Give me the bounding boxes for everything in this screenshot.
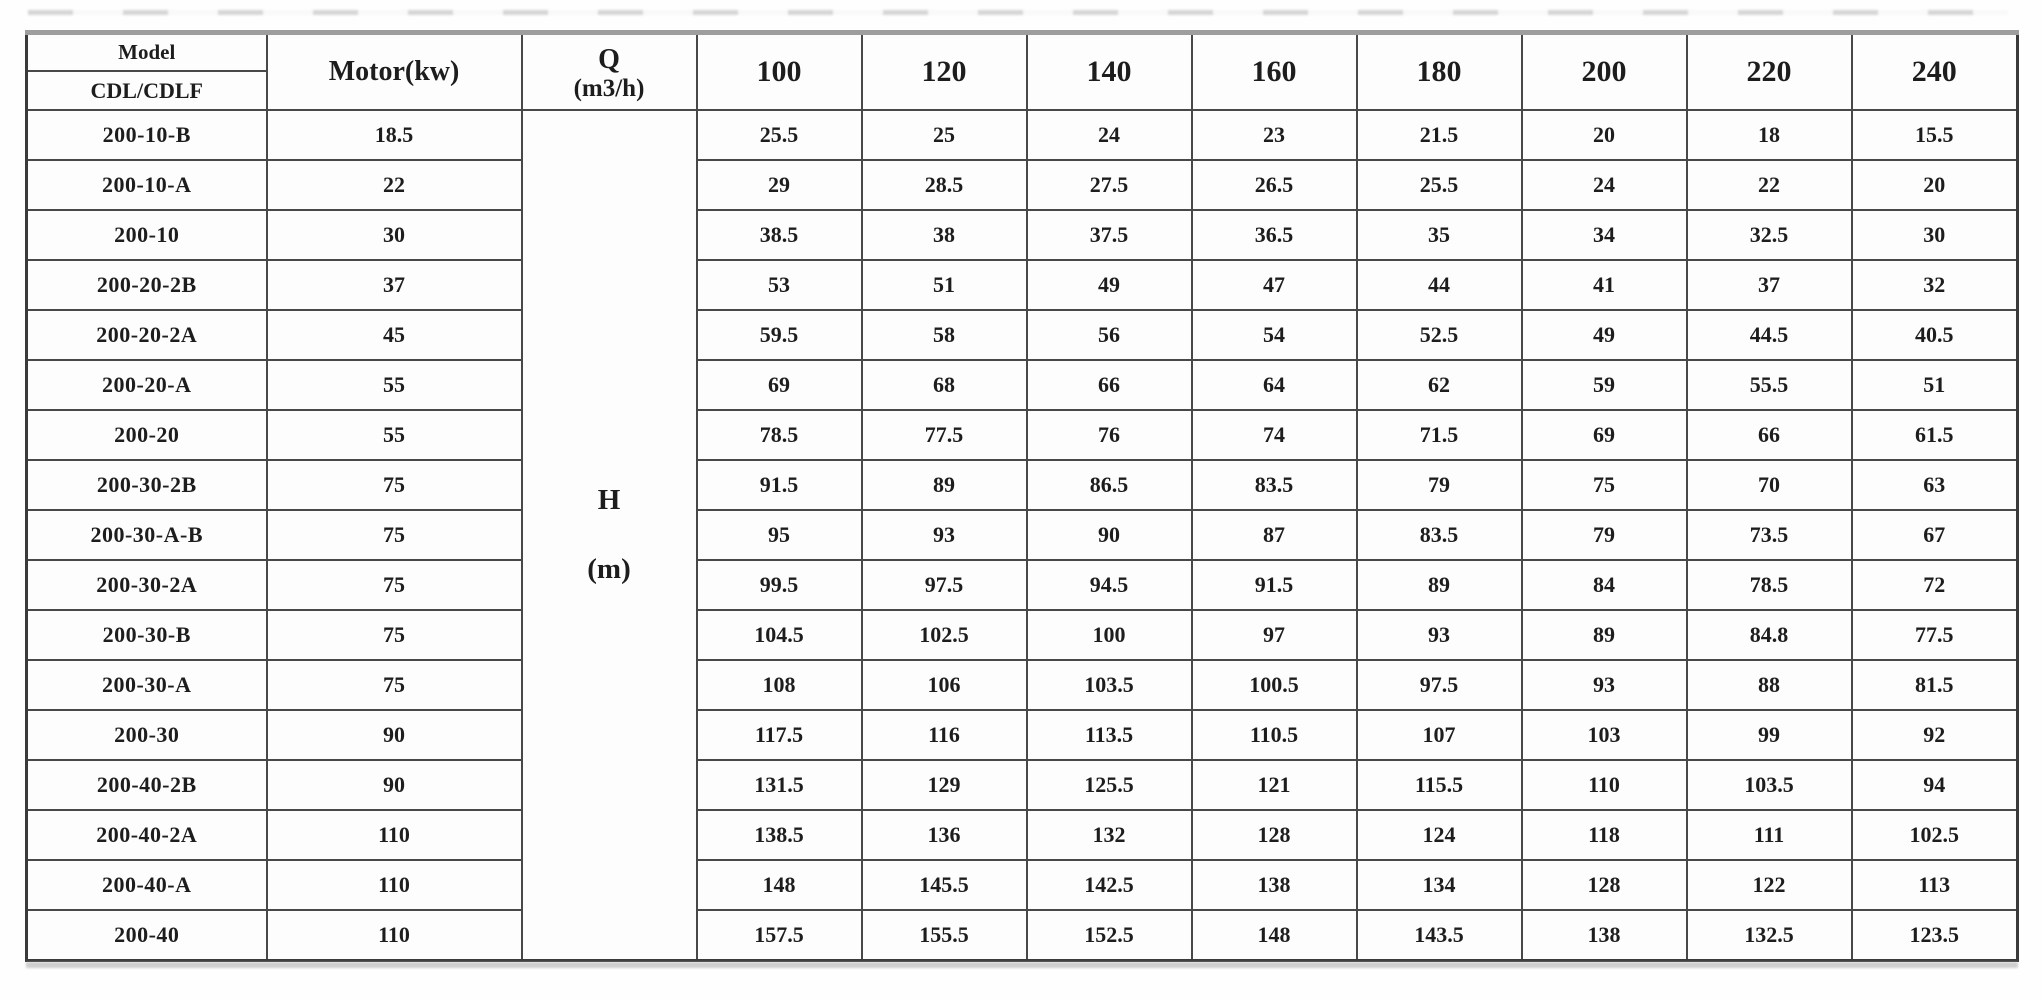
model-cell: 200-20 — [27, 410, 267, 460]
model-header-title: Model — [28, 35, 266, 72]
head-value-cell: 110.5 — [1192, 710, 1357, 760]
head-value-cell: 132.5 — [1687, 910, 1852, 960]
head-value-cell: 52.5 — [1357, 310, 1522, 360]
head-value-cell: 110 — [1522, 760, 1687, 810]
model-cell: 200-10-B — [27, 110, 267, 160]
model-cell: 200-30-2A — [27, 560, 267, 610]
head-value-cell: 132 — [1027, 810, 1192, 860]
head-value-cell: 121 — [1192, 760, 1357, 810]
head-value-cell: 37 — [1687, 260, 1852, 310]
head-value-cell: 15.5 — [1852, 110, 2018, 160]
model-cell: 200-40-2B — [27, 760, 267, 810]
flow-value-header: 240 — [1852, 33, 2018, 111]
head-value-cell: 103.5 — [1687, 760, 1852, 810]
head-value-cell: 21.5 — [1357, 110, 1522, 160]
head-value-cell: 25 — [862, 110, 1027, 160]
flow-value-header: 180 — [1357, 33, 1522, 111]
head-value-cell: 30 — [1852, 210, 2018, 260]
head-value-cell: 129 — [862, 760, 1027, 810]
head-value-cell: 24 — [1027, 110, 1192, 160]
head-value-cell: 37.5 — [1027, 210, 1192, 260]
flow-value-header: 100 — [697, 33, 862, 111]
head-value-cell: 87 — [1192, 510, 1357, 560]
head-value-cell: 111 — [1687, 810, 1852, 860]
head-value-cell: 55.5 — [1687, 360, 1852, 410]
head-value-cell: 103.5 — [1027, 660, 1192, 710]
head-value-cell: 40.5 — [1852, 310, 2018, 360]
head-unit: (m) — [587, 552, 631, 585]
head-value-cell: 63 — [1852, 460, 2018, 510]
head-value-cell: 20 — [1522, 110, 1687, 160]
table-row — [27, 260, 2018, 310]
head-value-cell: 92 — [1852, 710, 2018, 760]
head-value-cell: 53 — [697, 260, 862, 310]
model-cell: 200-20-2A — [27, 310, 267, 360]
head-value-cell: 106 — [862, 660, 1027, 710]
head-value-cell: 102.5 — [862, 610, 1027, 660]
model-cell: 200-30-A — [27, 660, 267, 710]
head-value-cell: 67 — [1852, 510, 2018, 560]
table-row — [27, 760, 2018, 810]
head-value-cell: 97.5 — [862, 560, 1027, 610]
head-value-cell: 90 — [1027, 510, 1192, 560]
head-value-cell: 75 — [1522, 460, 1687, 510]
head-value-cell: 83.5 — [1357, 510, 1522, 560]
head-value-cell: 44.5 — [1687, 310, 1852, 360]
head-value-cell: 78.5 — [1687, 560, 1852, 610]
head-value-cell: 26.5 — [1192, 160, 1357, 210]
motor-power-cell: 110 — [267, 910, 522, 960]
head-value-cell: 148 — [1192, 910, 1357, 960]
head-value-cell: 84.8 — [1687, 610, 1852, 660]
model-cell: 200-10-A — [27, 160, 267, 210]
head-value-cell: 128 — [1192, 810, 1357, 860]
head-value-cell: 59 — [1522, 360, 1687, 410]
table-row — [27, 660, 2018, 710]
head-value-cell: 22 — [1687, 160, 1852, 210]
head-value-cell: 79 — [1522, 510, 1687, 560]
table-row — [27, 610, 2018, 660]
table-row — [27, 160, 2018, 210]
head-value-cell: 73.5 — [1687, 510, 1852, 560]
head-value-cell: 142.5 — [1027, 860, 1192, 910]
head-value-cell: 32.5 — [1687, 210, 1852, 260]
head-value-cell: 59.5 — [697, 310, 862, 360]
head-value-cell: 116 — [862, 710, 1027, 760]
head-value-cell: 95 — [697, 510, 862, 560]
head-value-cell: 104.5 — [697, 610, 862, 660]
motor-power-cell: 55 — [267, 410, 522, 460]
head-value-cell: 49 — [1027, 260, 1192, 310]
head-value-cell: 64 — [1192, 360, 1357, 410]
head-value-cell: 97 — [1192, 610, 1357, 660]
head-value-cell: 94 — [1852, 760, 2018, 810]
head-value-cell: 145.5 — [862, 860, 1027, 910]
head-value-cell: 25.5 — [1357, 160, 1522, 210]
motor-power-cell: 45 — [267, 310, 522, 360]
head-value-cell: 77.5 — [1852, 610, 2018, 660]
table-row — [27, 410, 2018, 460]
head-value-cell: 35 — [1357, 210, 1522, 260]
head-value-cell: 86.5 — [1027, 460, 1192, 510]
head-value-cell: 91.5 — [697, 460, 862, 510]
head-value-cell: 70 — [1687, 460, 1852, 510]
head-value-cell: 44 — [1357, 260, 1522, 310]
head-value-cell: 41 — [1522, 260, 1687, 310]
head-symbol: H — [597, 483, 621, 516]
head-value-cell: 88 — [1687, 660, 1852, 710]
head-value-cell: 113 — [1852, 860, 2018, 910]
model-cell: 200-20-2B — [27, 260, 267, 310]
motor-power-cell: 75 — [267, 510, 522, 560]
motor-power-cell: 75 — [267, 560, 522, 610]
head-value-cell: 91.5 — [1192, 560, 1357, 610]
head-value-cell: 89 — [1357, 560, 1522, 610]
flow-value-header: 160 — [1192, 33, 1357, 111]
head-value-cell: 148 — [697, 860, 862, 910]
head-value-cell: 131.5 — [697, 760, 862, 810]
head-value-cell: 74 — [1192, 410, 1357, 460]
model-cell: 200-40 — [27, 910, 267, 960]
head-value-cell: 136 — [862, 810, 1027, 860]
model-cell: 200-30-A-B — [27, 510, 267, 560]
model-cell: 200-10 — [27, 210, 267, 260]
flow-rate-unit: (m3/h) — [573, 75, 645, 102]
head-value-cell: 54 — [1192, 310, 1357, 360]
head-value-cell: 79 — [1357, 460, 1522, 510]
head-value-cell: 93 — [862, 510, 1027, 560]
motor-column-header: Motor(kw) — [267, 33, 522, 111]
head-value-cell: 100 — [1027, 610, 1192, 660]
head-value-cell: 134 — [1357, 860, 1522, 910]
head-value-cell: 38 — [862, 210, 1027, 260]
flow-rate-column-header — [522, 33, 697, 111]
model-column-header — [27, 33, 267, 111]
flow-value-header: 140 — [1027, 33, 1192, 111]
head-value-cell: 47 — [1192, 260, 1357, 310]
model-header-subtitle: CDL/CDLF — [90, 78, 203, 103]
head-value-cell: 83.5 — [1192, 460, 1357, 510]
head-value-cell: 24 — [1522, 160, 1687, 210]
head-value-cell: 124 — [1357, 810, 1522, 860]
head-value-cell: 84 — [1522, 560, 1687, 610]
head-value-cell: 32 — [1852, 260, 2018, 310]
table-row — [27, 360, 2018, 410]
pump-head-capacity-table — [25, 30, 2019, 962]
head-value-cell: 72 — [1852, 560, 2018, 610]
head-value-cell: 18 — [1687, 110, 1852, 160]
model-cell: 200-30-B — [27, 610, 267, 660]
motor-power-cell: 75 — [267, 460, 522, 510]
table-row — [27, 460, 2018, 510]
head-value-cell: 66 — [1687, 410, 1852, 460]
head-value-cell: 56 — [1027, 310, 1192, 360]
motor-power-cell: 75 — [267, 660, 522, 710]
head-value-cell: 61.5 — [1852, 410, 2018, 460]
head-value-cell: 38.5 — [697, 210, 862, 260]
flow-value-header: 220 — [1687, 33, 1852, 111]
head-value-cell: 58 — [862, 310, 1027, 360]
head-value-cell: 51 — [1852, 360, 2018, 410]
head-value-cell: 157.5 — [697, 910, 862, 960]
head-unit-cell — [522, 110, 697, 960]
motor-power-cell: 18.5 — [267, 110, 522, 160]
head-value-cell: 103 — [1522, 710, 1687, 760]
table-row — [27, 810, 2018, 860]
model-cell: 200-40-2A — [27, 810, 267, 860]
head-value-cell: 69 — [1522, 410, 1687, 460]
head-value-cell: 122 — [1687, 860, 1852, 910]
motor-power-cell: 75 — [267, 610, 522, 660]
head-value-cell: 25.5 — [697, 110, 862, 160]
head-value-cell: 89 — [1522, 610, 1687, 660]
head-value-cell: 71.5 — [1357, 410, 1522, 460]
table-row — [27, 210, 2018, 260]
head-value-cell: 89 — [862, 460, 1027, 510]
head-value-cell: 94.5 — [1027, 560, 1192, 610]
head-value-cell: 118 — [1522, 810, 1687, 860]
head-value-cell: 20 — [1852, 160, 2018, 210]
model-cell: 200-40-A — [27, 860, 267, 910]
head-value-cell: 143.5 — [1357, 910, 1522, 960]
head-value-cell: 78.5 — [697, 410, 862, 460]
head-value-cell: 138 — [1192, 860, 1357, 910]
head-value-cell: 100.5 — [1192, 660, 1357, 710]
head-value-cell: 68 — [862, 360, 1027, 410]
motor-power-cell: 110 — [267, 860, 522, 910]
head-value-cell: 138 — [1522, 910, 1687, 960]
motor-power-cell: 30 — [267, 210, 522, 260]
motor-power-cell: 110 — [267, 810, 522, 860]
head-value-cell: 93 — [1357, 610, 1522, 660]
head-value-cell: 123.5 — [1852, 910, 2018, 960]
head-value-cell: 69 — [697, 360, 862, 410]
head-value-cell: 28.5 — [862, 160, 1027, 210]
table-row — [27, 110, 2018, 160]
motor-power-cell: 22 — [267, 160, 522, 210]
model-cell: 200-20-A — [27, 360, 267, 410]
head-value-cell: 29 — [697, 160, 862, 210]
scan-artifact-bottom — [26, 962, 2018, 968]
head-value-cell: 97.5 — [1357, 660, 1522, 710]
head-value-cell: 76 — [1027, 410, 1192, 460]
head-value-cell: 155.5 — [862, 910, 1027, 960]
table-row — [27, 510, 2018, 560]
motor-power-cell: 37 — [267, 260, 522, 310]
head-value-cell: 51 — [862, 260, 1027, 310]
flow-value-header: 120 — [862, 33, 1027, 111]
head-value-cell: 81.5 — [1852, 660, 2018, 710]
head-value-cell: 66 — [1027, 360, 1192, 410]
model-cell: 200-30 — [27, 710, 267, 760]
head-value-cell: 117.5 — [697, 710, 862, 760]
model-cell: 200-30-2B — [27, 460, 267, 510]
head-value-cell: 27.5 — [1027, 160, 1192, 210]
head-value-cell: 115.5 — [1357, 760, 1522, 810]
head-value-cell: 128 — [1522, 860, 1687, 910]
head-value-cell: 99 — [1687, 710, 1852, 760]
motor-power-cell: 90 — [267, 710, 522, 760]
head-value-cell: 23 — [1192, 110, 1357, 160]
table-row — [27, 310, 2018, 360]
motor-power-cell: 55 — [267, 360, 522, 410]
table-row — [27, 910, 2018, 960]
head-value-cell: 34 — [1522, 210, 1687, 260]
head-value-cell: 99.5 — [697, 560, 862, 610]
flow-value-header: 200 — [1522, 33, 1687, 111]
head-value-cell: 108 — [697, 660, 862, 710]
head-value-cell: 107 — [1357, 710, 1522, 760]
scan-artifact-top — [28, 10, 2008, 15]
flow-rate-symbol: Q — [598, 44, 620, 75]
head-value-cell: 93 — [1522, 660, 1687, 710]
table-row — [27, 560, 2018, 610]
head-value-cell: 62 — [1357, 360, 1522, 410]
header-row — [27, 33, 2018, 111]
head-value-cell: 49 — [1522, 310, 1687, 360]
head-value-cell: 113.5 — [1027, 710, 1192, 760]
head-value-cell: 102.5 — [1852, 810, 2018, 860]
motor-power-cell: 90 — [267, 760, 522, 810]
table-row — [27, 710, 2018, 760]
table-row — [27, 860, 2018, 910]
head-value-cell: 36.5 — [1192, 210, 1357, 260]
head-value-cell: 152.5 — [1027, 910, 1192, 960]
head-value-cell: 125.5 — [1027, 760, 1192, 810]
head-value-cell: 77.5 — [862, 410, 1027, 460]
head-value-cell: 138.5 — [697, 810, 862, 860]
